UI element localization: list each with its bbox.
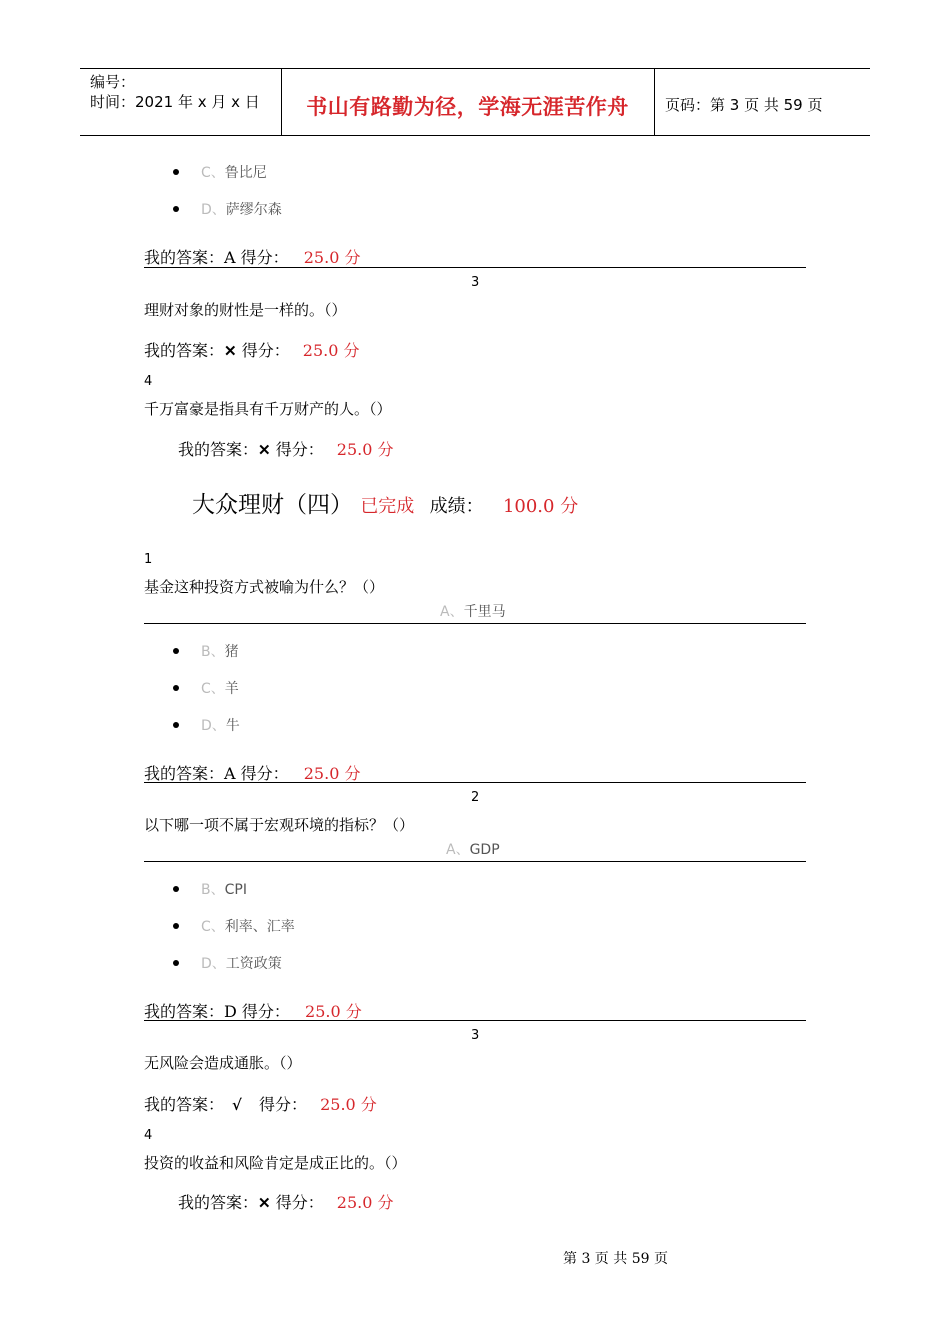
score-label: 得分： <box>241 341 290 360</box>
bullet-icon <box>173 206 179 212</box>
option-text: 牛 <box>225 718 240 734</box>
option-letter: C、 <box>201 165 225 181</box>
option-letter: C、 <box>201 919 225 935</box>
answer-score: 25.0 分 <box>303 248 361 267</box>
question-number: 4 <box>144 1128 153 1143</box>
answer-line <box>144 338 360 361</box>
option-text: 猪 <box>224 644 239 660</box>
option-letter: D、 <box>201 202 226 218</box>
page-footer: 第 3 页 共 59 页 <box>563 1251 668 1267</box>
grade-value: 100.0 分 <box>502 496 579 517</box>
option-text: 千里马 <box>463 604 506 620</box>
answer-score: 25.0 分 <box>302 341 360 360</box>
answer-line <box>144 1092 377 1115</box>
question-number: 3 <box>471 1028 480 1043</box>
option-b[interactable] <box>201 641 239 661</box>
answer-label: 我的答案： <box>178 1193 259 1212</box>
answer-line <box>144 999 362 1022</box>
question-text: 以下哪一项不属于宏观环境的指标？（） <box>144 816 415 834</box>
score-label: 得分： <box>275 440 324 459</box>
option-letter: A、 <box>446 842 470 858</box>
question-text: 千万富豪是指具有千万财产的人。（） <box>144 400 392 418</box>
option-a[interactable] <box>446 839 500 859</box>
header-page-cell <box>655 69 870 135</box>
divider <box>144 267 806 268</box>
option-letter: B、 <box>201 644 225 660</box>
answer-score: 25.0 分 <box>305 1002 362 1021</box>
bullet-icon <box>173 648 179 654</box>
cross-icon: ✕ <box>258 1194 271 1212</box>
section-title: 大众理财（四） <box>192 492 353 518</box>
option-text: 羊 <box>224 681 239 697</box>
option-text: 鲁比尼 <box>224 165 267 181</box>
score-label: 得分： <box>275 1193 324 1212</box>
document-number-label: 编号： <box>90 73 136 91</box>
option-c[interactable] <box>201 162 267 182</box>
header-motto-cell <box>281 69 655 135</box>
bullet-icon <box>173 923 179 929</box>
option-text: GDP <box>469 842 500 858</box>
option-text: CPI <box>224 882 247 898</box>
score-label: 得分： <box>258 1095 307 1114</box>
answer-line <box>144 245 360 268</box>
bullet-icon <box>173 886 179 892</box>
bullet-icon <box>173 960 179 966</box>
header-page-label: 页码：第 3 页 共 59 页 <box>665 96 823 114</box>
question-text: 基金这种投资方式被喻为什么？（） <box>144 578 385 596</box>
option-text: 利率、汇率 <box>224 919 295 935</box>
answer-label: 我的答案： <box>178 440 259 459</box>
answer-score: 25.0 分 <box>303 764 361 783</box>
divider <box>144 1020 806 1021</box>
section-title-line <box>192 486 578 519</box>
option-letter: C、 <box>201 681 225 697</box>
answer-label: 我的答案：D 得分： <box>144 1002 290 1021</box>
option-d[interactable] <box>201 199 282 219</box>
option-text: 萨缪尔森 <box>225 202 282 218</box>
page-header <box>80 68 870 136</box>
document-time-label: 时间：2021 年 x 月 x 日 <box>90 93 260 111</box>
bullet-icon <box>173 685 179 691</box>
answer-label: 我的答案： <box>144 341 225 360</box>
question-text: 理财对象的财性是一样的。（） <box>144 301 347 319</box>
cross-icon: ✕ <box>224 342 237 360</box>
answer-score: 25.0 分 <box>320 1095 377 1114</box>
answer-line <box>178 437 394 460</box>
header-motto: 书山有路勤为径，学海无涯苦作舟 <box>306 94 629 119</box>
answer-line <box>178 1190 394 1213</box>
divider <box>144 861 806 862</box>
option-a[interactable] <box>440 601 506 621</box>
header-meta-cell <box>80 69 282 135</box>
option-d[interactable] <box>201 715 240 735</box>
question-number: 1 <box>144 552 153 567</box>
option-text: 工资政策 <box>225 956 282 972</box>
option-letter: D、 <box>201 718 226 734</box>
question-text: 投资的收益和风险肯定是成正比的。（） <box>144 1154 407 1172</box>
bullet-icon <box>173 722 179 728</box>
question-number: 4 <box>144 374 153 389</box>
option-letter: A、 <box>440 604 464 620</box>
divider <box>144 782 806 783</box>
cross-icon: ✕ <box>258 441 271 459</box>
question-text: 无风险会造成通胀。（） <box>144 1054 302 1072</box>
bullet-icon <box>173 169 179 175</box>
question-number: 2 <box>471 790 480 805</box>
option-letter: B、 <box>201 882 225 898</box>
answer-score: 25.0 分 <box>336 1193 394 1212</box>
answer-label: 我的答案：A 得分： <box>144 764 289 783</box>
grade-label: 成绩： <box>429 496 484 517</box>
section-status: 已完成 <box>360 496 415 517</box>
question-number: 3 <box>471 275 480 290</box>
divider <box>144 623 806 624</box>
check-icon: √ <box>232 1096 242 1114</box>
answer-label: 我的答案：A 得分： <box>144 248 289 267</box>
answer-line <box>144 761 360 784</box>
option-c[interactable] <box>201 678 239 698</box>
option-d[interactable] <box>201 953 282 973</box>
option-c[interactable] <box>201 916 295 936</box>
option-letter: D、 <box>201 956 226 972</box>
option-b[interactable] <box>201 879 247 899</box>
answer-label: 我的答案： <box>144 1095 225 1114</box>
answer-score: 25.0 分 <box>336 440 394 459</box>
